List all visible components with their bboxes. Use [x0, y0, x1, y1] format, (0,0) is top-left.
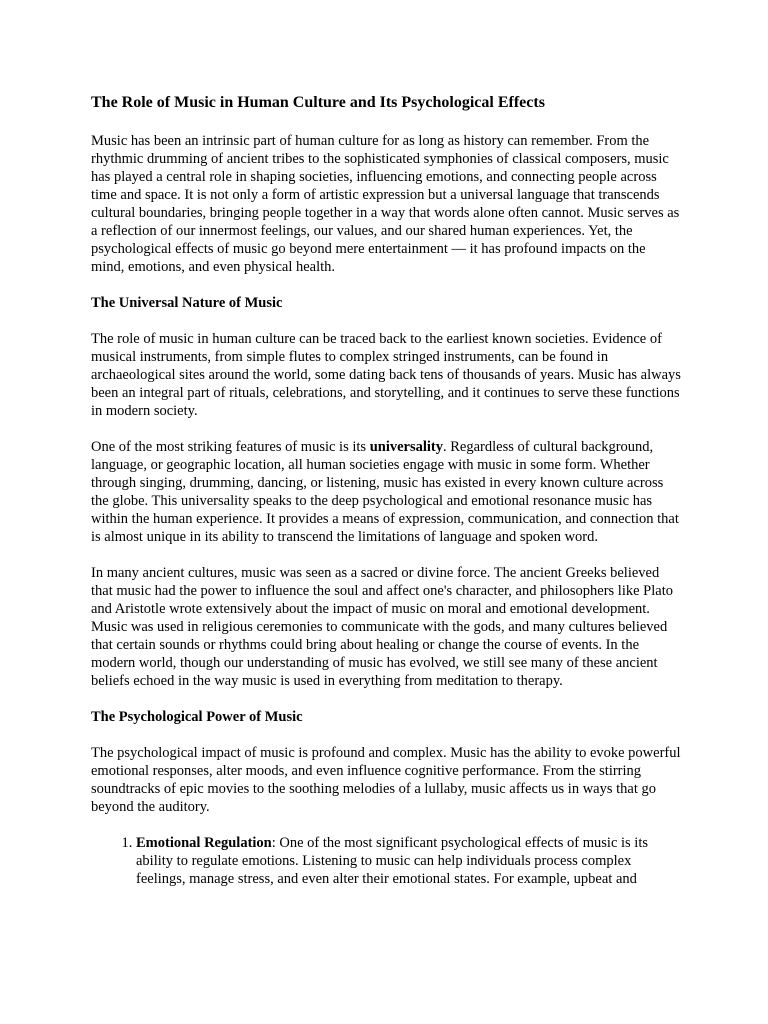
- paragraph-psychological-impact: The psychological impact of music is profound and complex. Music has the ability to evoke powerful emotional responses, alter moods, and even influence cognitive performance. From the stirring soundtracks of epic movies to the soothing melodies of a lullaby, music affects us in ways that go beyond the auditory.: [91, 745, 681, 815]
- universality-text-after: . Regardless of cultural background, language, or geographic location, all human societies engage with music in some form. Whether through singing, drumming, dancing, or listening, music has existed in every known culture across the globe. This universality speaks to the deep psychological and emotional resonance music has within the human experience. It provides a means of expression, communication, and connection that is almost unique in its ability to transcend the limitations of language and spoken word.: [91, 439, 679, 545]
- paragraph-origins: The role of music in human culture can be traced back to the earliest known societies. Evidence of musical instruments, from simple flutes to complex stringed instruments, can be found in archaeological sites around the world, some dating back tens of thousands of years. Music has always been an integral part of rituals, celebrations, and storytelling, and it continues to serve these functions in modern society.: [91, 331, 681, 419]
- intro-paragraph: Music has been an intrinsic part of human culture for as long as history can remember. From the rhythmic drumming of ancient tribes to the sophisticated symphonies of classical composers, music has played a central role in shaping societies, influencing emotions, and connecting people across time and space. It is not only a form of artistic expression but a universal language that transcends cultural boundaries, bringing people together in a way that words alone often cannot. Music serves as a reflection of our innermost feelings, our values, and our shared human experiences. Yet, the psychological effects of music go beyond mere entertainment — it has profound impacts on the mind, emotions, and even physical health.: [91, 133, 680, 275]
- document-title: The Role of Music in Human Culture and Its Psychological Effects: [91, 94, 545, 111]
- document-page: [91, 92, 681, 888]
- list-item-text: : One of the most significant psychological effects of music is its ability to regulate emotions. Listening to music can help individuals process complex feelings, manage stress, and even alter their emotional states. For example, upbeat and: [136, 835, 649, 887]
- section-heading-psychological: The Psychological Power of Music: [91, 709, 303, 725]
- paragraph-universality: [91, 438, 681, 546]
- universality-text-before: One of the most striking features of music is its: [91, 439, 370, 455]
- list-item: [136, 834, 681, 888]
- universality-bold-term: universality: [369, 439, 443, 455]
- list-item-term: Emotional Regulation: [136, 835, 272, 851]
- section-heading-universal: The Universal Nature of Music: [91, 295, 283, 311]
- effects-list: [91, 834, 681, 888]
- paragraph-ancient-cultures: In many ancient cultures, music was seen as a sacred or divine force. The ancient Greeks believed that music had the power to influence the soul and affect one's character, and philosophers like Plato and Aristotle wrote extensively about the impact of music on moral and emotional development. Music was used in religious ceremonies to communicate with the gods, and many cultures believed that certain sounds or rhythms could bring about healing or change the course of events. In the modern world, though our understanding of music has evolved, we still see many of these ancient beliefs echoed in the way music is used in everything from meditation to therapy.: [91, 565, 673, 689]
